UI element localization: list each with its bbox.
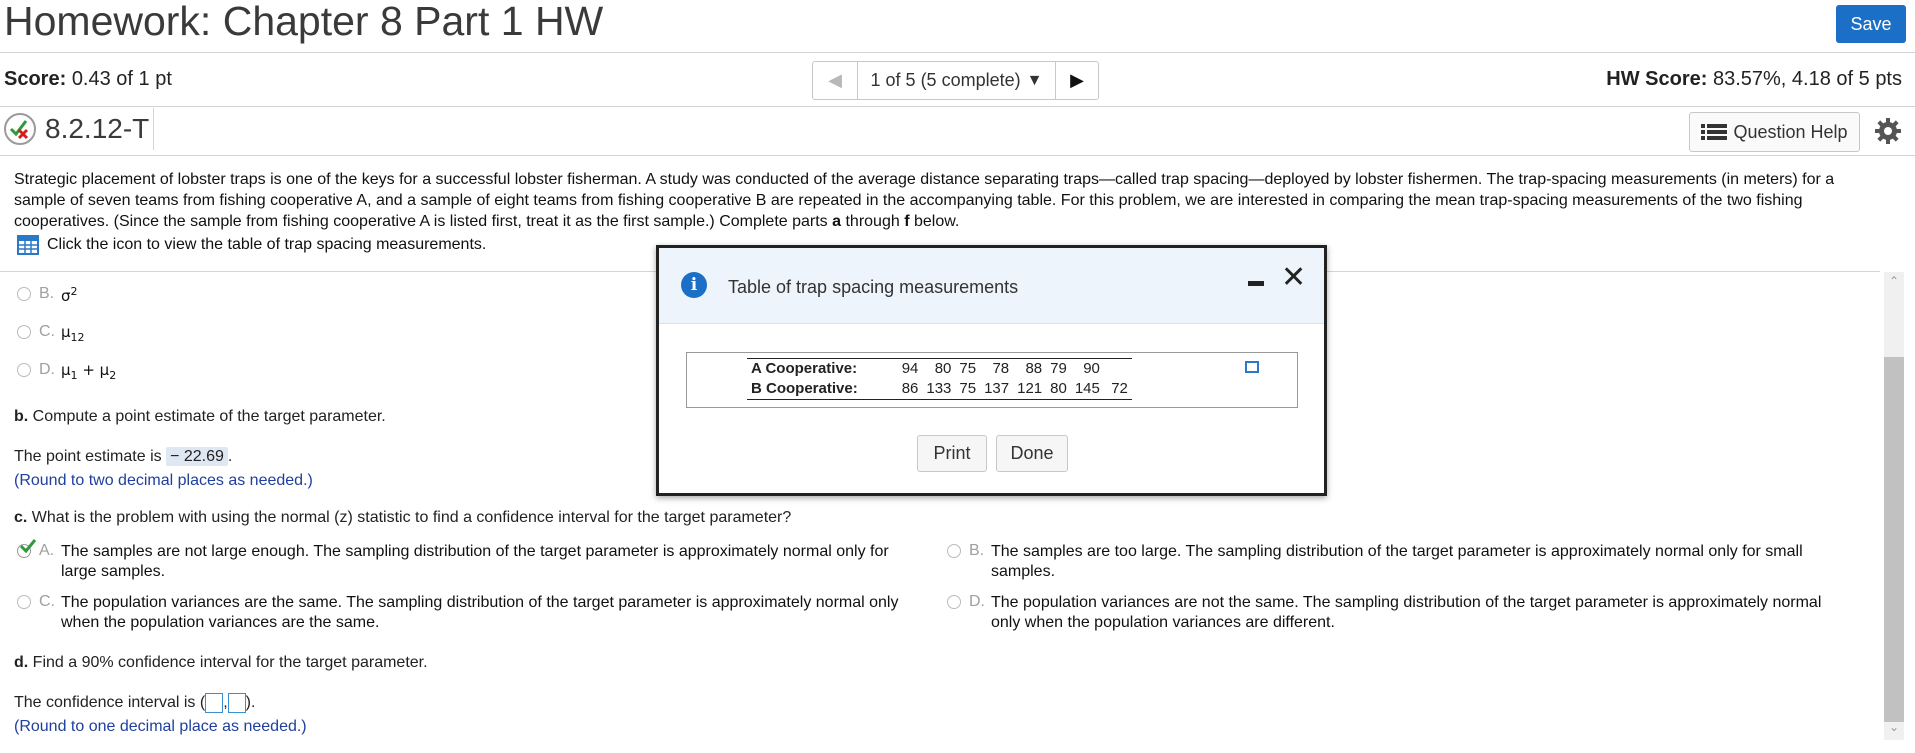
problem-text: Strategic placement of lobster traps is one of the keys for a successful lobster fisherman. A study was conducted of the average distance separating traps—called trap spacing—deployed by lobster fishermen. The trap-spacing measurements (in meters) for a sample of seven teams from fishing cooperative A, and a sample of eight teams from fishing cooperative B are repeated in the accompanying table. For this problem, we are interested in comparing the mean trap-spacing measurements of the two fishing cooperatives. (Since the sample from fishing cooperative A is listed first, treat it as the first sample.) Complete parts [14,171,1835,230]
hw-score-value: 83.57%, 4.18 of 5 pts [1712,68,1902,90]
previous-question-button[interactable] [813,62,858,99]
table-cell: 90 [1071,359,1104,380]
row-label: A Cooperative: [747,359,898,380]
table-cell: 78 [980,359,1013,380]
homework-title: Homework: Chapter 8 Part 1 HW [4,0,604,44]
question-pager [812,61,1099,100]
table-cell: 145 [1071,379,1104,400]
option-letter: C. [39,323,55,340]
table-cell: 72 [1104,379,1132,400]
question-id: 8.2.12-T [45,113,150,144]
part-c-option-a[interactable] [17,542,917,582]
question-selector-label: 1 of 5 (5 complete) [870,70,1021,90]
part-b-hint: (Round to two decimal places as needed.) [14,472,313,489]
radio-button[interactable] [17,325,31,339]
table-cell: 75 [955,379,980,400]
table-cell: 75 [955,359,980,380]
dialog-header [659,248,1324,324]
table-icon[interactable] [17,235,39,255]
part-f-ref: f [904,213,910,230]
part-d-answer-prefix: The confidence interval is ( [14,694,206,711]
part-a-option-d[interactable] [17,361,116,382]
table-cell: 79 [1046,359,1071,380]
question-score [4,68,172,91]
chevron-down-icon: ▼ [1026,71,1043,89]
option-letter: B. [39,285,55,302]
dialog-title: Table of trap spacing measurements [728,277,1019,297]
question-selector[interactable] [858,62,1056,99]
info-icon: i [681,272,707,298]
upper-bound-input[interactable] [228,693,246,713]
radio-button[interactable] [17,595,31,609]
gear-icon[interactable] [1873,116,1903,146]
question-help-label: Question Help [1733,121,1848,142]
part-c-option-c[interactable] [17,593,937,633]
scrollbar-thumb[interactable] [1884,357,1904,722]
save-button[interactable]: Save [1836,5,1906,43]
radio-button[interactable] [947,595,961,609]
option-letter: B. [969,542,985,559]
radio-button-selected[interactable] [17,544,31,558]
part-d-answer-suffix: ). [245,694,256,711]
part-b-answer-prefix: The point estimate is [14,448,167,465]
option-letter: D. [39,361,55,378]
part-d-hint: (Round to one decimal place as needed.) [14,718,307,735]
part-c-option-b[interactable] [947,542,1867,582]
option-text: $\mu_1 + \mu_2$ [61,361,117,382]
trap-spacing-dialog [656,245,1327,496]
table-row [747,379,1132,400]
hw-score [1606,68,1902,91]
table-cell: 121 [1013,379,1046,400]
part-a-option-b[interactable] [17,285,78,305]
copy-data-icon[interactable] [1245,361,1259,373]
partial-credit-icon [4,113,36,145]
print-button[interactable]: Print [917,435,987,472]
problem-statement [14,169,1889,232]
row-label: B Cooperative: [747,379,898,400]
part-b-answer-suffix: . [227,448,233,465]
header-divider [0,52,1915,53]
minimize-icon[interactable] [1248,281,1264,286]
trap-spacing-table [747,358,1132,400]
score-value: 0.43 of 1 pt [71,68,172,90]
point-estimate-answer[interactable]: − 22.69 [166,447,228,466]
part-b-label: b. [14,408,29,425]
question-id-divider [153,108,154,150]
problem-below: below. [909,213,960,230]
table-link[interactable] [17,235,486,255]
part-c-option-d[interactable] [947,593,1872,633]
table-cell: 133 [922,379,955,400]
table-cell: 80 [1046,379,1071,400]
table-cell: 137 [980,379,1013,400]
close-icon[interactable]: ✕ [1281,260,1307,295]
part-d-question [14,654,428,672]
part-a-option-c[interactable] [17,323,85,344]
part-b-question [14,408,386,426]
done-button[interactable]: Done [996,435,1068,472]
option-letter: A. [39,542,55,559]
option-text: $\sigma^2$ [61,285,78,305]
part-c-label: c. [14,509,28,526]
hw-score-label: HW Score: [1606,68,1708,90]
score-label: Score: [4,68,67,90]
radio-button[interactable] [17,363,31,377]
option-text: The samples are too large. The sampling distribution of the target parameter is approximately normal only for small samples. [991,543,1803,580]
option-text: The population variances are not the same. The sampling distribution of the target parameter is approximately normal only when the population variances are different. [991,594,1822,631]
problem-through: through [841,213,905,230]
table-cell: 88 [1013,359,1046,380]
list-icon [1701,123,1727,141]
radio-button[interactable] [17,287,31,301]
part-c-text: What is the problem with using the normal (z) statistic to find a confidence interval for the target parameter? [27,509,792,526]
part-d-text: Find a 90% confidence interval for the target parameter. [28,654,428,671]
part-b-text: Compute a point estimate of the target parameter. [28,408,386,425]
scroll-down-icon[interactable]: ⌄ [1888,720,1900,734]
part-c-question [14,509,791,527]
triangle-right-icon: ▶ [1070,70,1084,90]
table-cell: 80 [922,359,955,380]
table-cell: 86 [898,379,923,400]
score-divider [0,106,1915,107]
question-divider [0,155,1915,156]
option-text: The samples are not large enough. The sampling distribution of the target parameter is approximately normal only for large samples. [61,543,889,580]
data-table-container [686,352,1298,408]
part-d-label: d. [14,654,29,671]
part-a-ref: a [832,213,842,230]
table-cell: 94 [898,359,923,380]
part-d-answer-line [14,693,255,713]
interval-comma: , [223,694,228,711]
checkmark-icon [20,539,36,553]
table-link-label: Click the icon to view the table of trap spacing measurements. [47,236,487,253]
radio-button[interactable] [947,544,961,558]
option-letter: C. [39,593,55,610]
triangle-left-icon: ◀ [828,70,842,90]
part-b-answer-line [14,448,232,466]
lower-bound-input[interactable] [205,693,223,713]
table-cell [1104,359,1132,380]
option-letter: D. [969,593,985,610]
question-help-button[interactable] [1689,112,1860,152]
option-text: The population variances are the same. The sampling distribution of the target parameter is approximately normal only when the population variances are the same. [61,594,899,631]
table-row [747,359,1132,380]
scroll-up-icon[interactable]: ⌃ [1888,274,1900,288]
next-question-button[interactable] [1056,62,1098,99]
option-text: $\mu_{12}$ [61,323,85,344]
